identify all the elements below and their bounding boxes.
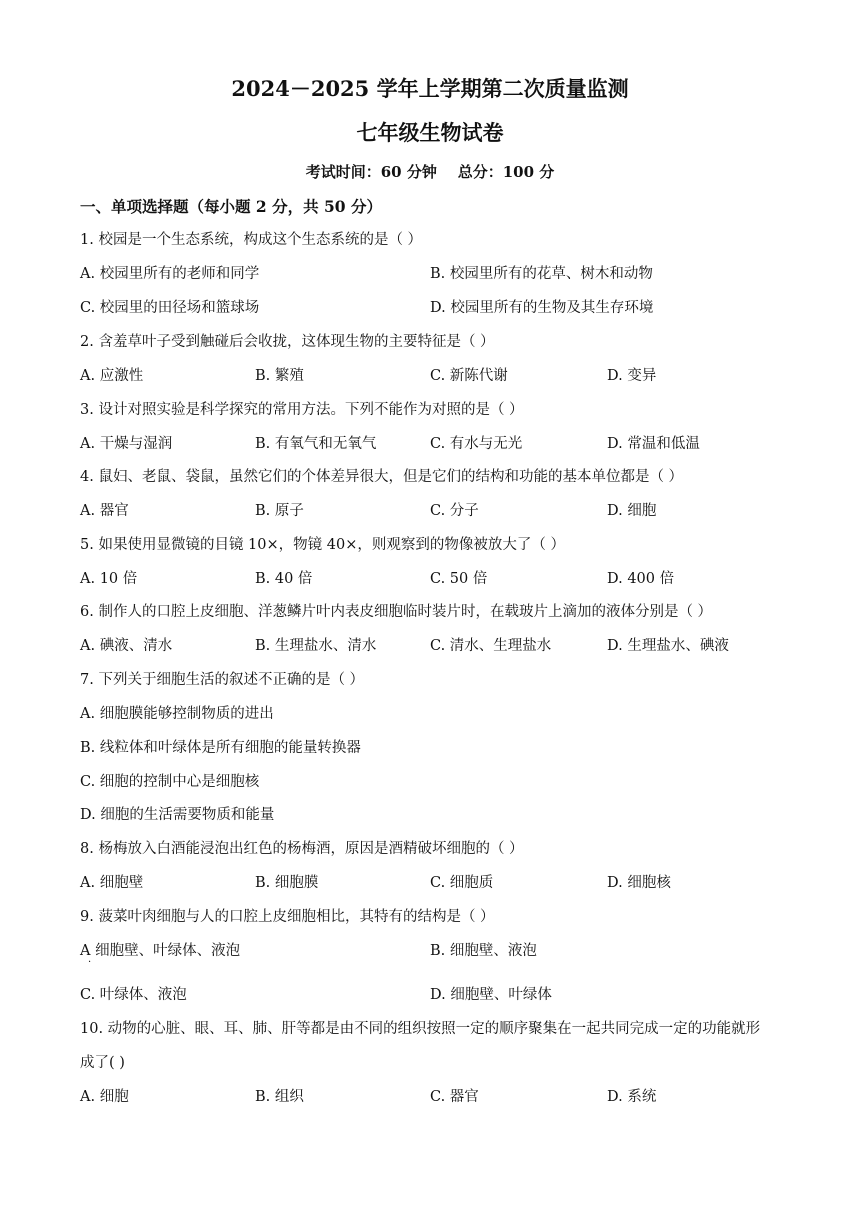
exam-title: 2024－2025 学年上学期第二次质量监测: [231, 76, 629, 101]
question-7-option-b: B. 线粒体和叶绿体是所有细胞的能量转换器: [80, 740, 361, 756]
question-4-option-d: D. 细胞: [607, 503, 657, 519]
exam-meta: 考试时间：60 分钟 总分：100 分: [305, 163, 555, 181]
question-8-option-c: C. 细胞质: [430, 875, 494, 891]
question-6-stem: 6. 制作人的口腔上皮细胞、洋葱鳞片叶内表皮细胞临时装片时，在载玻片上滴加的液体分别是（ ）: [80, 604, 713, 620]
question-6-option-c: C. 清水、生理盐水: [430, 638, 552, 654]
question-3-option-c: C. 有水与无光: [430, 436, 523, 452]
question-1-option-b: B. 校园里所有的花草、树木和动物: [430, 266, 653, 282]
question-3-option-d: D. 常温和低温: [607, 436, 700, 452]
question-1-option-c: C. 校园里的田径场和篮球场: [80, 300, 260, 316]
question-4-option-b: B. 原子: [255, 503, 304, 519]
question-6-option-a: A. 碘液、清水: [80, 638, 173, 654]
question-1-option-a: A. 校园里所有的老师和同学: [80, 266, 260, 282]
question-2-option-c: C. 新陈代谢: [430, 368, 508, 384]
question-7-option-d: D. 细胞的生活需要物质和能量: [80, 807, 275, 823]
question-10-stem-continued: 成了( ): [80, 1055, 125, 1071]
question-7-option-c: C. 细胞的控制中心是细胞核: [80, 774, 260, 790]
question-2-stem: 2. 含羞草叶子受到触碰后会收拢，这体现生物的主要特征是（ ）: [80, 334, 495, 350]
question-7-option-a: A. 细胞膜能够控制物质的进出: [80, 706, 274, 722]
question-8-option-d: D. 细胞核: [607, 875, 671, 891]
question-9-stem: 9. 菠菜叶肉细胞与人的口腔上皮细胞相比，其特有的结构是（ ）: [80, 909, 495, 925]
question-5-option-d: D. 400 倍: [607, 571, 675, 587]
question-8-stem: 8. 杨梅放入白酒能浸泡出红色的杨梅酒，原因是酒精破坏细胞的（ ）: [80, 841, 524, 857]
question-3-option-a: A. 干燥与湿润: [80, 436, 173, 452]
question-4-stem: 4. 鼠妇、老鼠、袋鼠，虽然它们的个体差异很大，但是它们的结构和功能的基本单位都是（ ）: [80, 469, 684, 485]
question-2-option-d: D. 变异: [607, 368, 657, 384]
question-7-stem: 7. 下列关于细胞生活的叙述不正确的是（ ）: [80, 672, 365, 688]
question-10-stem: 10. 动物的心脏、眼、耳、肺、肝等都是由不同的组织按照一定的顺序聚集在一起共同完成一定的功能就形: [80, 1021, 761, 1037]
question-2-option-a: A. 应激性: [80, 368, 144, 384]
question-10-option-a: A. 细胞: [80, 1089, 129, 1105]
question-3-stem: 3. 设计对照实验是科学探究的常用方法。下列不能作为对照的是（ ）: [80, 402, 524, 418]
question-1-option-d: D. 校园里所有的生物及其生存环境: [430, 300, 654, 316]
question-3-option-b: B. 有氧气和无氧气: [255, 436, 377, 452]
question-10-option-c: C. 器官: [430, 1089, 479, 1105]
question-5-option-c: C. 50 倍: [430, 571, 488, 587]
question-4-option-c: C. 分子: [430, 503, 479, 519]
question-8-option-b: B. 细胞膜: [255, 875, 319, 891]
question-9-option-c: C. 叶绿体、液泡: [80, 987, 187, 1003]
question-1-stem: 1. 校园是一个生态系统，构成这个生态系统的是（ ）: [80, 232, 423, 248]
exam-subtitle: 七年级生物试卷: [356, 120, 504, 145]
question-9-option-a: A 细胞壁、叶绿体、液泡: [80, 943, 241, 959]
question-5-option-a: A. 10 倍: [80, 571, 138, 587]
question-6-option-b: B. 生理盐水、清水: [255, 638, 377, 654]
question-4-option-a: A. 器官: [80, 503, 129, 519]
stray-dot-mark: ·: [88, 957, 92, 968]
question-8-option-a: A. 细胞壁: [80, 875, 144, 891]
question-6-option-d: D. 生理盐水、碘液: [607, 638, 729, 654]
section-title: 一、单项选择题（每小题 2 分，共 50 分）: [80, 197, 382, 216]
question-5-stem: 5. 如果使用显微镜的目镜 10×，物镜 40×，则观察到的物像被放大了（ ）: [80, 537, 565, 553]
question-9-option-b: B. 细胞壁、液泡: [430, 943, 537, 959]
question-10-option-d: D. 系统: [607, 1089, 657, 1105]
question-10-option-b: B. 组织: [255, 1089, 304, 1105]
question-5-option-b: B. 40 倍: [255, 571, 313, 587]
question-2-option-b: B. 繁殖: [255, 368, 304, 384]
question-9-option-d: D. 细胞壁、叶绿体: [430, 987, 552, 1003]
